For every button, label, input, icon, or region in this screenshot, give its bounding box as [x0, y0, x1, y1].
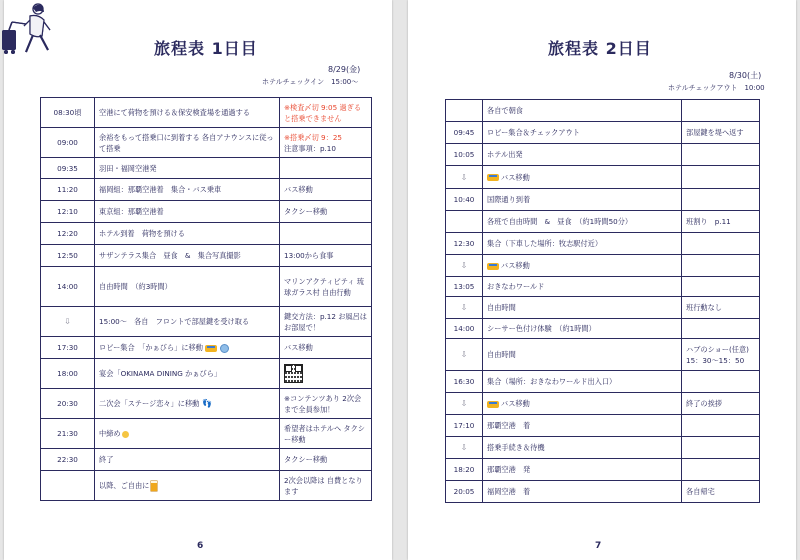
row-note: 2次会以降は 自費となります: [280, 471, 372, 501]
row-note: [682, 233, 760, 255]
row-item: 福岡空港 着: [483, 481, 682, 503]
table-row: [41, 98, 372, 128]
down-arrow-icon: ⇩: [446, 339, 483, 371]
table-row: [446, 393, 760, 415]
row-note-cell: [280, 359, 372, 389]
globe-icon: [220, 344, 229, 353]
table-row: [41, 449, 372, 471]
row-note: タクシー移動: [280, 201, 372, 223]
table-row: [41, 389, 372, 419]
table-row: [446, 319, 760, 339]
row-item: バス移動: [501, 172, 530, 182]
row-time: 11:20: [41, 179, 95, 201]
row-time: 10:05: [446, 144, 483, 166]
row-time: 12:10: [41, 201, 95, 223]
table-row: [41, 307, 372, 337]
row-item-cell: [95, 419, 280, 449]
row-item: 空港にて荷物を預ける＆保安検査場を通過する: [95, 98, 280, 128]
row-item: 二次会「ステージ恋々」に移動: [99, 399, 200, 408]
row-item: 宴会「OKINAMA DINING かぁびら」: [95, 359, 280, 389]
table-row: [446, 166, 760, 189]
row-item: 集合（下車した場所：牧志駅付近）: [483, 233, 682, 255]
row-item: 東京組：那覇空港着: [95, 201, 280, 223]
row-time: 17:30: [41, 337, 95, 359]
row-time: 09:45: [446, 122, 483, 144]
row-item: 自由時間: [483, 339, 682, 371]
row-note: [682, 459, 760, 481]
row-item: 終了: [95, 449, 280, 471]
row-note-warning: ※搭乗〆切 9：25: [284, 132, 342, 142]
day2-checkout: ホテルチェックアウト 10:00: [668, 84, 765, 92]
row-time: 10:40: [446, 189, 483, 211]
row-note: [280, 98, 372, 128]
table-row: [446, 297, 760, 319]
row-item-cell: [483, 393, 682, 415]
table-row: [446, 122, 760, 144]
row-time: [41, 471, 95, 501]
row-time: 22:30: [41, 449, 95, 471]
row-item: 那覇空港 着: [483, 415, 682, 437]
row-time: 17:10: [446, 415, 483, 437]
row-note: ハブのショー(任意) 15：30〜15：50: [682, 339, 760, 371]
row-time: 13:05: [446, 277, 483, 297]
row-note: 各自帰宅: [682, 481, 760, 503]
row-note: [682, 437, 760, 459]
row-time: 14:00: [41, 267, 95, 307]
row-time: 16:30: [446, 371, 483, 393]
row-item: 中締め: [99, 429, 121, 438]
row-note: [280, 223, 372, 245]
table-row: [446, 339, 760, 371]
row-item: 各自で朝食: [483, 100, 682, 122]
day1-checkin: ホテルチェックイン 15:00〜: [262, 78, 359, 86]
row-note: [682, 189, 760, 211]
row-note: [280, 158, 372, 179]
table-row: [446, 233, 760, 255]
day1-schedule-table: [40, 97, 372, 501]
row-time: [446, 100, 483, 122]
bus-icon: [487, 401, 499, 408]
row-time: 09:00: [41, 128, 95, 158]
row-note-text: 注意事項：p.10: [284, 143, 336, 153]
row-item: 余裕をもって搭乗口に到着する 各自アナウンスに従って搭乗: [95, 128, 280, 158]
row-note: 13:00から食事: [280, 245, 372, 267]
table-row: [446, 415, 760, 437]
row-item: バス移動: [501, 261, 530, 270]
bus-icon: [487, 174, 499, 181]
row-item-cell: [95, 471, 280, 501]
table-row: [446, 189, 760, 211]
clap-icon: [122, 431, 129, 438]
row-item: 自由時間: [483, 297, 682, 319]
day2-schedule-table: [445, 99, 760, 503]
row-time: 12:50: [41, 245, 95, 267]
row-note: [682, 255, 760, 277]
page-number-right: 7: [595, 541, 602, 551]
row-note: タクシー移動: [280, 449, 372, 471]
row-note: バス移動: [280, 337, 372, 359]
table-row: [446, 437, 760, 459]
table-row: [446, 255, 760, 277]
row-time: [446, 211, 483, 233]
table-row: [446, 144, 760, 166]
row-time: 08:30頃: [41, 98, 95, 128]
table-row: [446, 371, 760, 393]
table-row: [41, 179, 372, 201]
row-item: ホテル到着 荷物を預ける: [95, 223, 280, 245]
row-item: 集合（場所：おきなわワールド出入口）: [483, 371, 682, 393]
row-note: 希望者はホテルへ タクシー移動: [280, 419, 372, 449]
table-row: [41, 471, 372, 501]
row-time: 14:00: [446, 319, 483, 339]
table-row: [41, 158, 372, 179]
table-row: [446, 211, 760, 233]
row-time: 20:30: [41, 389, 95, 419]
row-item: おきなわワールド: [483, 277, 682, 297]
qr-code-icon[interactable]: [284, 364, 303, 383]
row-note: [682, 277, 760, 297]
row-note: [682, 415, 760, 437]
row-item: 以降、ご自由に: [99, 481, 150, 490]
row-note: [280, 128, 372, 158]
table-row: [446, 100, 760, 122]
table-row: [41, 337, 372, 359]
row-time: 12:30: [446, 233, 483, 255]
row-note: バス移動: [280, 179, 372, 201]
row-item: バス移動: [501, 399, 530, 408]
row-item: 自由時間 （約3時間）: [95, 267, 280, 307]
row-item: 国際通り到着: [483, 189, 682, 211]
table-row: [41, 245, 372, 267]
day1-title: 旅程表 1日目: [154, 39, 258, 58]
row-item: サザンテラス集合 昼食 & 集合写真撮影: [95, 245, 280, 267]
row-time: 20:05: [446, 481, 483, 503]
row-note: 終了の挨拶: [682, 393, 760, 415]
row-item: 那覇空港 発: [483, 459, 682, 481]
table-row: [41, 201, 372, 223]
row-note: 班割り p.11: [682, 211, 760, 233]
row-note: [682, 166, 760, 189]
row-item-cell: [483, 166, 682, 189]
down-arrow-icon: ⇩: [446, 297, 483, 319]
row-item-cell: [483, 255, 682, 277]
row-item: 各班で自由時間 & 昼食 （約1時間50分）: [483, 211, 682, 233]
table-row: [41, 128, 372, 158]
down-arrow-icon: ⇩: [446, 166, 483, 189]
row-note: [682, 319, 760, 339]
table-row: [446, 459, 760, 481]
row-item: ロビー集合 「かぁびら」に移動: [99, 343, 203, 352]
footprints-icon: 👣: [202, 399, 213, 408]
day1-date: 8/29(金): [328, 65, 361, 74]
bus-icon: [205, 345, 217, 352]
row-item: シーサー色付け体験 （約1時間）: [483, 319, 682, 339]
day2-title: 旅程表 2日目: [548, 39, 652, 58]
row-time: 09:35: [41, 158, 95, 179]
row-time: 12:20: [41, 223, 95, 245]
row-note-warning: ※検査〆切 9:05 過ぎると搭乗できません: [284, 102, 362, 123]
row-note: マリンアクティビティ 琉球ガラス村 自由行動: [280, 267, 372, 307]
table-row: [41, 359, 372, 389]
row-note: 部屋鍵を堤へ返す: [682, 122, 760, 144]
row-item: ホテル出発: [483, 144, 682, 166]
row-item: 搭乗手続き＆待機: [483, 437, 682, 459]
row-item-cell: [95, 337, 280, 359]
page-number-left: 6: [197, 541, 204, 551]
row-item: 福岡組：那覇空港着 集合・バス乗車: [95, 179, 280, 201]
row-note: [682, 371, 760, 393]
bus-icon: [487, 263, 499, 270]
table-row: [41, 267, 372, 307]
day2-date: 8/30(土): [729, 71, 762, 80]
row-item: ロビー集合＆チェックアウト: [483, 122, 682, 144]
row-time: 21:30: [41, 419, 95, 449]
row-item-cell: [95, 389, 280, 419]
row-note: 班行動なし: [682, 297, 760, 319]
row-time: 18:00: [41, 359, 95, 389]
down-arrow-icon: ⇩: [446, 255, 483, 277]
table-row: [446, 481, 760, 503]
down-arrow-icon: ⇩: [41, 307, 95, 337]
row-note: [682, 144, 760, 166]
traveler-illustration-icon: [0, 0, 62, 56]
table-row: [446, 277, 760, 297]
row-time: 18:20: [446, 459, 483, 481]
row-item: 羽田・福岡空港発: [95, 158, 280, 179]
table-row: [41, 223, 372, 245]
table-row: [41, 419, 372, 449]
down-arrow-icon: ⇩: [446, 393, 483, 415]
row-note: ※コンテンツあり 2次会まで全員参加！: [280, 389, 372, 419]
beer-icon: [151, 481, 157, 491]
row-item: 15:00〜 各自 フロントで部屋鍵を受け取る: [95, 307, 280, 337]
down-arrow-icon: ⇩: [446, 437, 483, 459]
row-note: 鍵交方法：p.12 お風呂はお部屋で！: [280, 307, 372, 337]
row-note: [682, 100, 760, 122]
